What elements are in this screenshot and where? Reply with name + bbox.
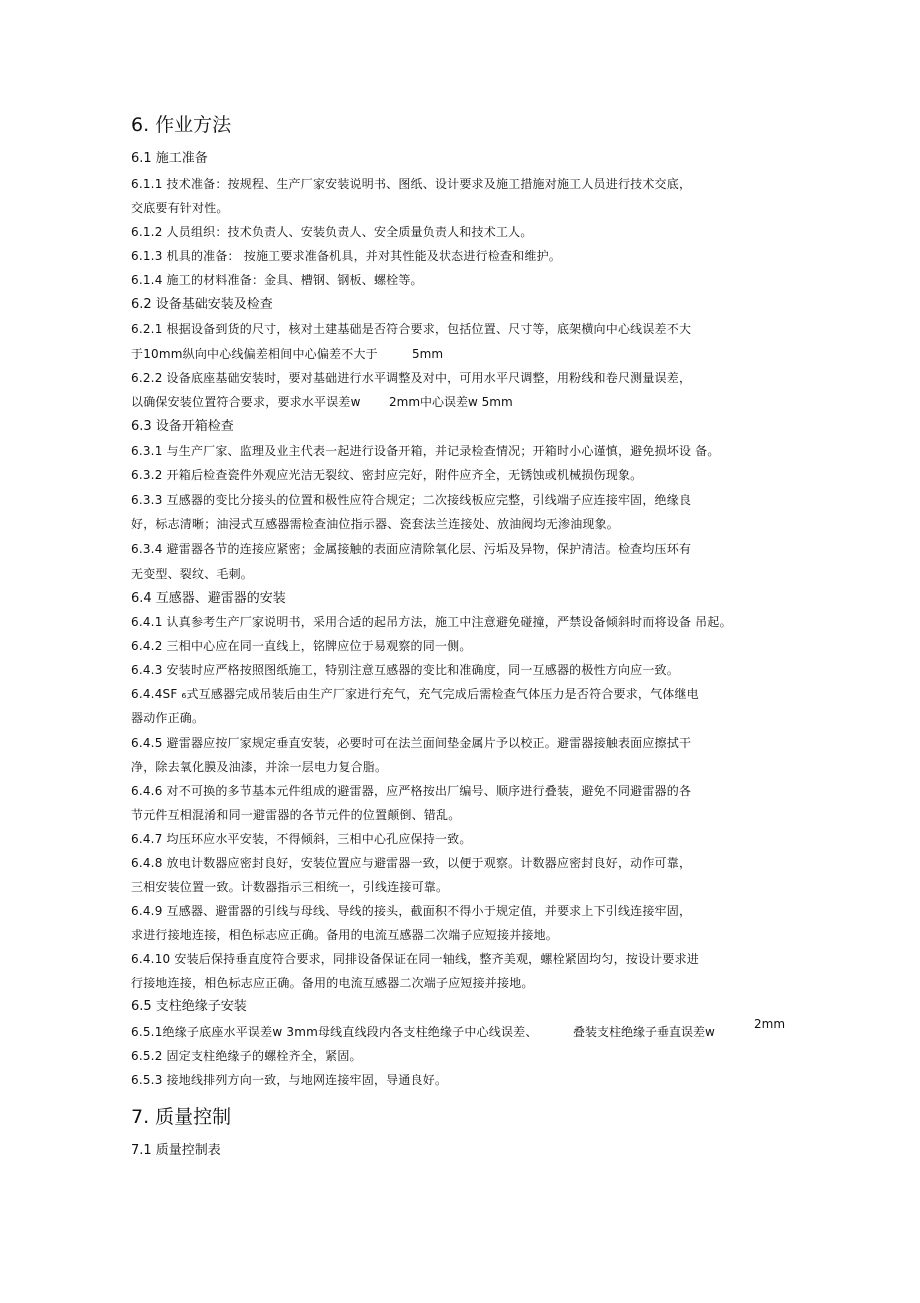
paragraph-6-5-1-value: 2mm (754, 1017, 786, 1031)
paragraph-6-4-10: 6.4.10 安装后保持垂直度符合要求，同排设备保证在同一轴线，整齐美观，螺栓紧固均匀，按设计要求进 (131, 952, 699, 966)
paragraph-6-2-1-value: 5mm (412, 347, 444, 361)
paragraph-6-2-2: 6.2.2 设备底座基础安装时，要对基础进行水平调整及对中，可用水平尺调整，用粉线和卷尺测量误差， (131, 371, 692, 385)
subheading-7-1: 7.1 质量控制表 (131, 1143, 221, 1158)
paragraph-6-5-1-part2: 叠装支柱绝缘子垂直误差w (573, 1025, 715, 1039)
subheading-6-1: 6.1 施工准备 (131, 151, 208, 166)
paragraph-6-3-2: 6.3.2 开箱后检查瓷件外观应光洁无裂纹、密封应完好，附件应齐全，无锈蚀或机械损伤现象。 (131, 468, 643, 482)
paragraph-6-4-10-cont: 行接地连接，相色标志应正确。备用的电流互感器二次端子应短接并接地。 (131, 976, 534, 990)
paragraph-6-5-3: 6.5.3 接地线排列方向一致，与地网连接牢固，导通良好。 (131, 1073, 448, 1087)
paragraph-6-2-1: 6.2.1 根据设备到货的尺寸，核对土建基础是否符合要求，包括位置、尺寸等，底架横向中心线误差不大 (131, 322, 692, 336)
paragraph-6-4-6: 6.4.6 对不可换的多节基本元件组成的避雷器，应严格按出厂编号、顺序进行叠装，避免不同避雷器的各 (131, 784, 692, 798)
paragraph-6-1-1: 6.1.1 技术准备：按规程、生产厂家安装说明书、图纸、设计要求及施工措施对施工人员进行技术交底， (131, 177, 692, 191)
paragraph-6-3-1: 6.3.1 与生产厂家、监理及业主代表一起进行设备开箱，并记录检查情况；开箱时小心谨慎，避免损坏设 备。 (131, 444, 720, 458)
paragraph-6-2-2-value: 2mm中心误差w 5mm (389, 395, 513, 409)
subheading-6-4: 6.4 互感器、避雷器的安装 (131, 591, 286, 606)
paragraph-6-3-3: 6.3.3 互感器的变比分接头的位置和极性应符合规定；二次接线板应完整，引线端子应连接牢固，绝缘良 (131, 493, 692, 507)
paragraph-6-4-2: 6.4.2 三相中心应在同一直线上，铭牌应位于易观察的同一侧。 (131, 639, 472, 653)
paragraph-6-5-1: 6.5.1绝缘子底座水平误差w 3mm母线直线段内各支柱绝缘子中心线误差、 (131, 1025, 538, 1039)
paragraph-6-3-4: 6.3.4 避雷器各节的连接应紧密；金属接触的表面应清除氧化层、污垢及异物，保护清洁。检查均压环有 (131, 542, 692, 556)
paragraph-6-4-5: 6.4.5 避雷器应按厂家规定垂直安装，必要时可在法兰面间垫金属片予以校正。避雷器接触表面应擦拭干 (131, 736, 692, 750)
paragraph-6-2-1-cont: 于10mm纵向中心线偏差相间中心偏差不大于 (131, 347, 378, 361)
paragraph-6-4-5-cont: 净，除去氧化膜及油漆，并涂一层电力复合脂。 (131, 760, 388, 774)
paragraph-6-4-8-cont: 三相安装位置一致。计数器指示三相统一，引线连接可靠。 (131, 880, 449, 894)
paragraph-6-1-2: 6.1.2 人员组织：技术负责人、安装负责人、安全质量负责人和技术工人。 (131, 225, 533, 239)
paragraph-6-4-6-cont: 节元件互相混淆和同一避雷器的各节元件的位置颠倒、错乱。 (131, 808, 461, 822)
paragraph-6-5-2: 6.5.2 固定支柱绝缘子的螺栓齐全，紧固。 (131, 1049, 362, 1063)
paragraph-6-1-1-cont: 交底要有针对性。 (131, 201, 229, 215)
paragraph-6-4-7: 6.4.7 均压环应水平安装，不得倾斜，三相中心孔应保持一致。 (131, 832, 472, 846)
paragraph-6-4-4: 6.4.4SF ₆式互感器完成吊装后由生产厂家进行充气，充气完成后需检查气体压力是否符合要求，气体继电 (131, 687, 699, 701)
section-heading-6: 6. 作业方法 (131, 114, 232, 136)
paragraph-6-4-3: 6.4.3 安装时应严格按照图纸施工，特别注意互感器的变比和准确度，同一互感器的极性方向应一致。 (131, 663, 679, 677)
section-heading-7: 7. 质量控制 (131, 1106, 232, 1128)
paragraph-6-4-4-cont: 器动作正确。 (131, 711, 205, 725)
subheading-6-5: 6.5 支柱绝缘子安装 (131, 999, 247, 1014)
paragraph-6-4-9: 6.4.9 互感器、避雷器的引线与母线、导线的接头，截面积不得小于规定值，并要求上下引线连接牢固， (131, 904, 692, 918)
paragraph-6-4-9-cont: 求进行接地连接，相色标志应正确。备用的电流互感器二次端子应短接并接地。 (131, 928, 559, 942)
paragraph-6-4-1: 6.4.1 认真参考生产厂家说明书，采用合适的起吊方法，施工中注意避免碰撞，严禁设备倾斜时而将设备 吊起。 (131, 615, 732, 629)
paragraph-6-3-3-cont: 好，标志清晰；油浸式互感器需检查油位指示器、瓷套法兰连接处、放油阀均无渗油现象。 (131, 517, 620, 531)
subheading-6-2: 6.2 设备基础安装及检查 (131, 297, 273, 312)
paragraph-6-1-4: 6.1.4 施工的材料准备：金具、槽钢、钢板、螺栓等。 (131, 273, 423, 287)
paragraph-6-1-3: 6.1.3 机具的准备： 按施工要求准备机具，并对其性能及状态进行检查和维护。 (131, 249, 561, 263)
paragraph-6-2-2-cont: 以确保安装位置符合要求，要求水平误差w (131, 395, 361, 409)
paragraph-6-3-4-cont: 无变型、裂纹、毛刺。 (131, 567, 254, 581)
paragraph-6-4-8: 6.4.8 放电计数器应密封良好，安装位置应与避雷器一致，以便于观察。计数器应密封良好，动作可靠， (131, 856, 692, 870)
subheading-6-3: 6.3 设备开箱检查 (131, 419, 234, 434)
